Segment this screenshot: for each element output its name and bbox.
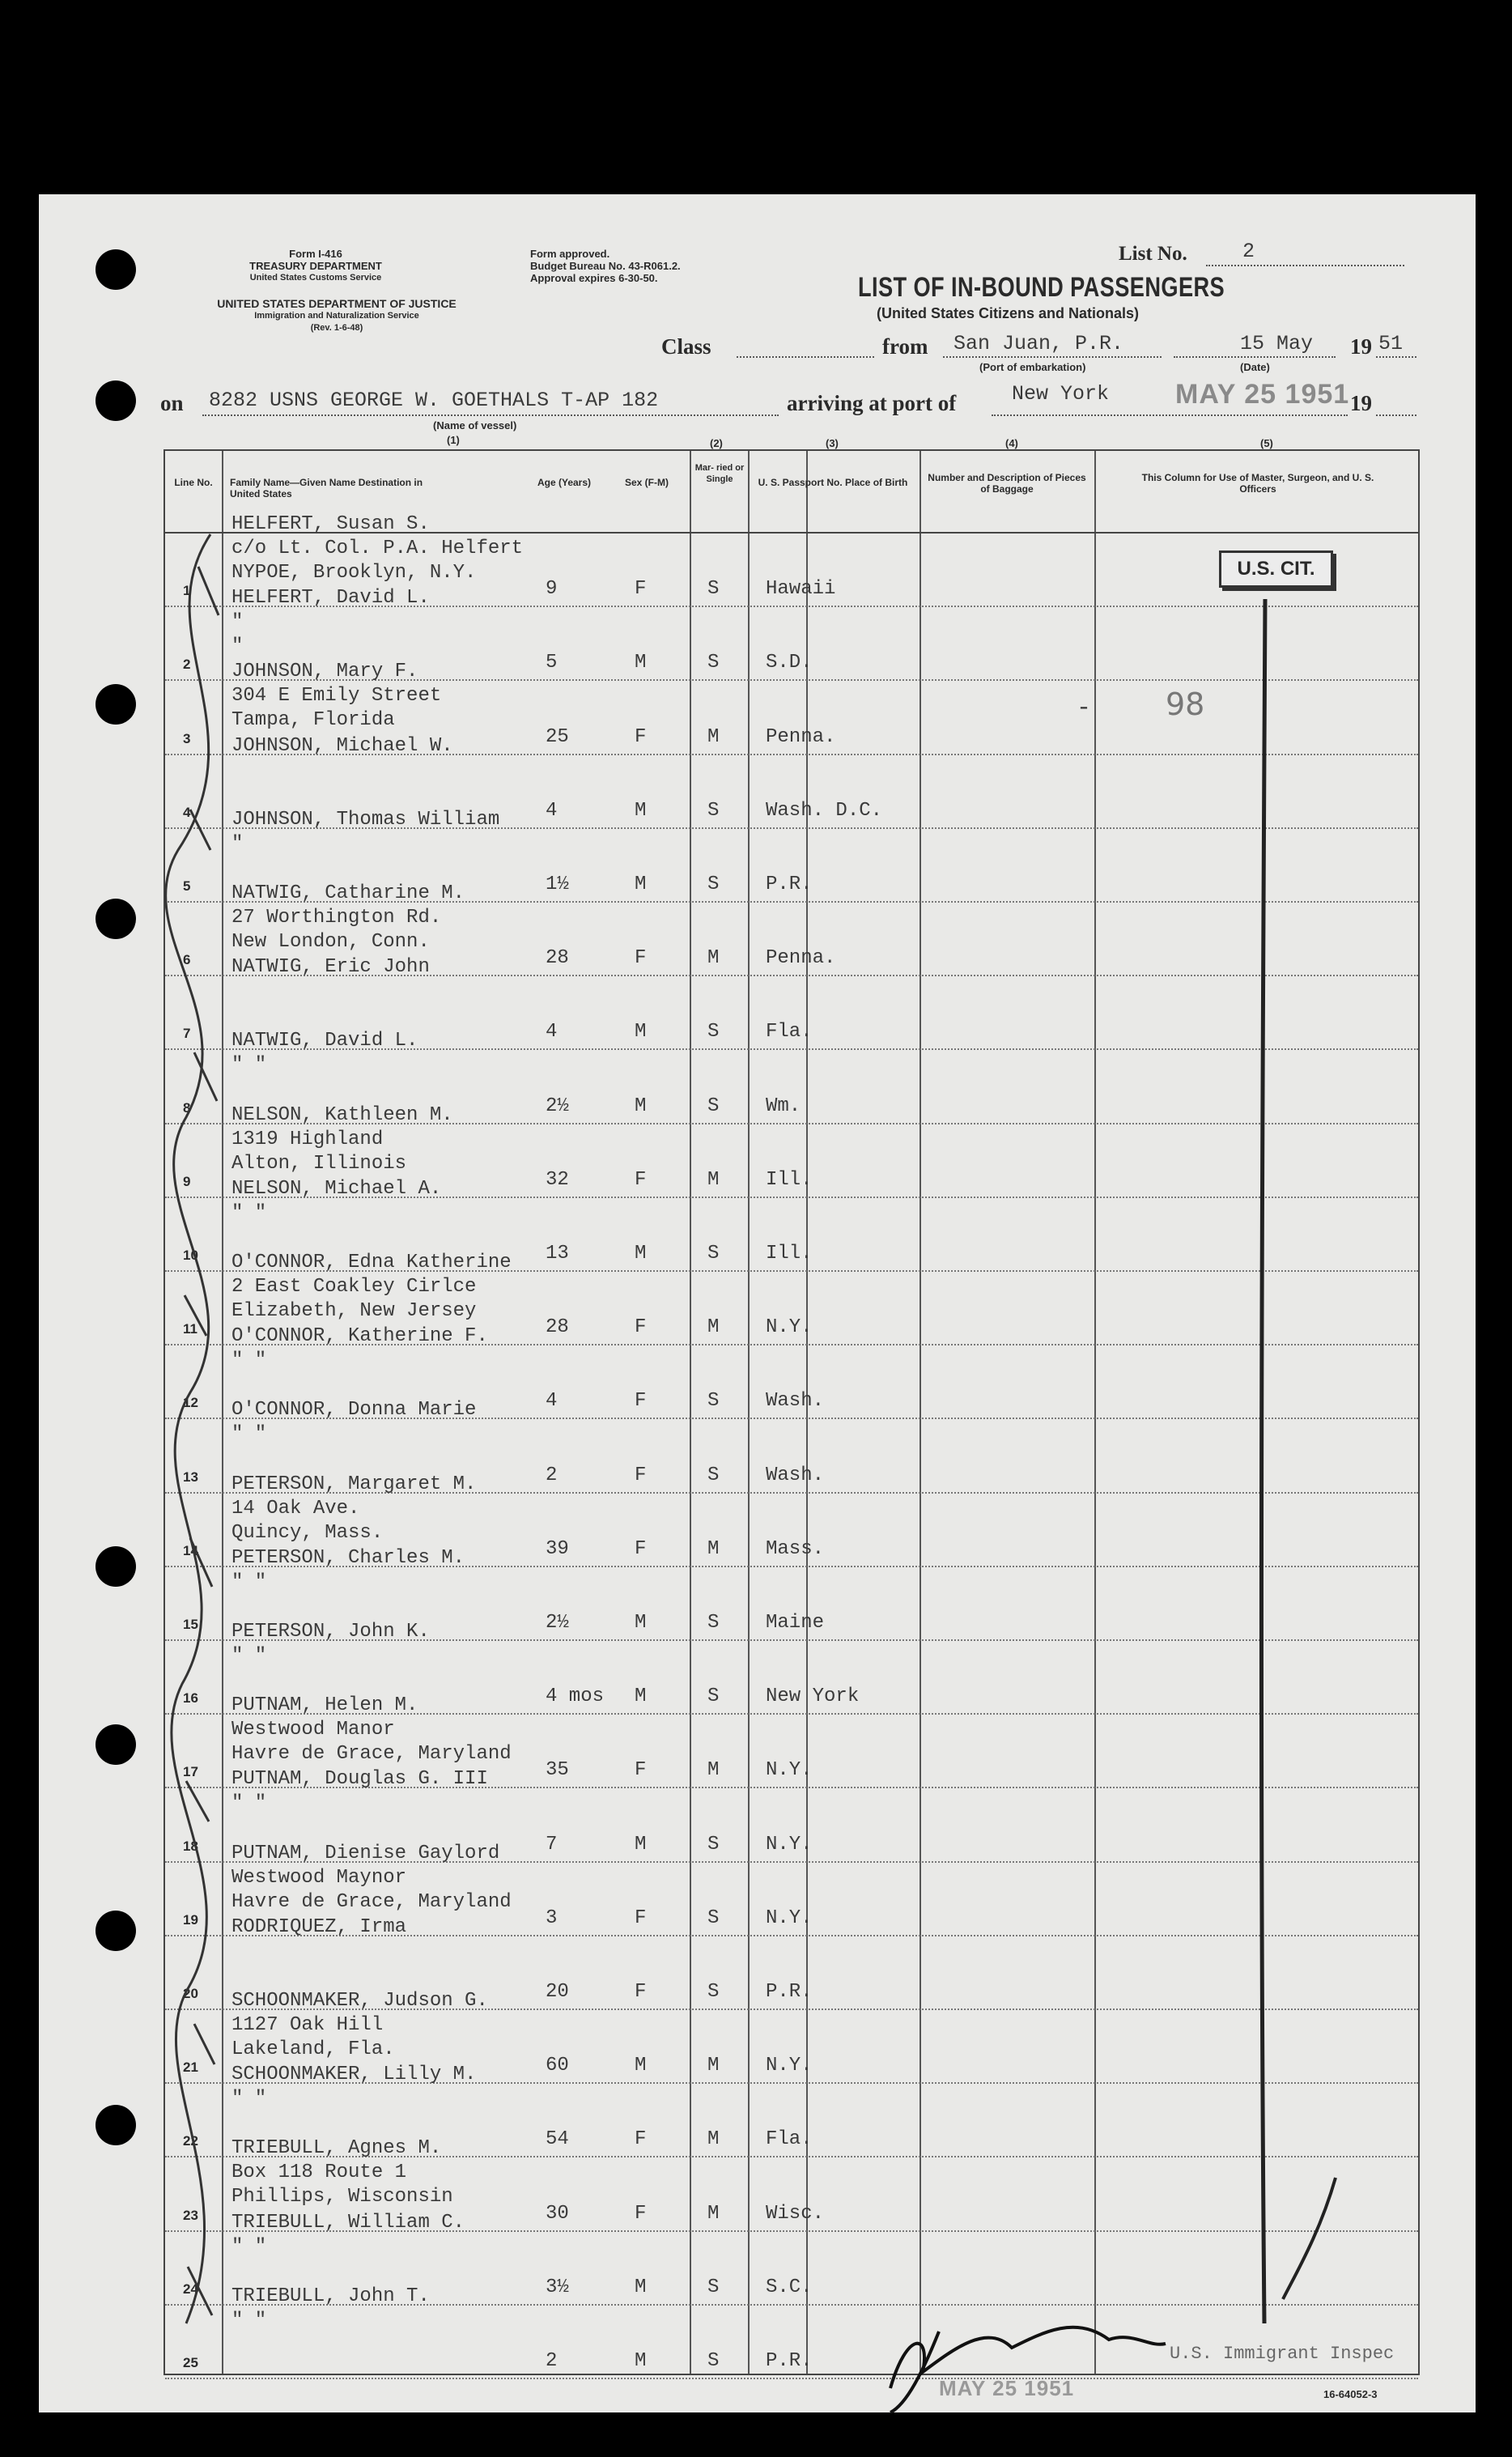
- destination-line: Elizabeth, New Jersey: [231, 1300, 477, 1322]
- sex-cell: F: [635, 1980, 647, 2003]
- ins-title: Immigration and Naturalization Service: [254, 311, 419, 321]
- destination-line: " ": [231, 1054, 267, 1077]
- destination-line: New London, Conn.: [231, 931, 430, 953]
- birthplace-cell: N.Y.: [766, 1907, 813, 1929]
- destination-line: NYPOE, Brooklyn, N.Y.: [231, 562, 477, 584]
- age-cell: 4: [546, 1390, 558, 1413]
- passenger-name: HELFERT, David L.: [231, 587, 430, 610]
- marital-cell: S: [707, 1095, 720, 1117]
- class-label: Class: [661, 334, 711, 359]
- destination-line: Westwood Maynor: [231, 1866, 407, 1889]
- line-number: 2: [183, 657, 191, 673]
- birthplace-cell: Penna.: [766, 725, 836, 748]
- destination-line: 1319 Highland: [231, 1128, 384, 1150]
- marital-cell: M: [707, 725, 720, 748]
- sex-cell: F: [635, 1168, 647, 1191]
- line-number: 20: [183, 1985, 198, 2001]
- line-number: 6: [183, 952, 191, 968]
- birthplace-cell: N.Y.: [766, 1759, 813, 1782]
- birthplace-cell: Fla.: [766, 2128, 813, 2151]
- birthplace-cell: N.Y.: [766, 1833, 813, 1856]
- on-label: on: [160, 391, 184, 415]
- marital-cell: S: [707, 1390, 720, 1413]
- date-value: 15 May: [1240, 332, 1314, 355]
- page-title: LIST OF IN-BOUND PASSENGERS: [858, 272, 1225, 303]
- passenger-name: TRIEBULL, John T.: [231, 2285, 430, 2307]
- from-value: San Juan, P.R.: [953, 332, 1124, 355]
- destination-line: " ": [231, 2235, 267, 2258]
- sex-cell: F: [635, 947, 647, 970]
- line-number: 5: [183, 878, 191, 894]
- col-number-3: (3): [826, 437, 839, 449]
- age-cell: 9: [546, 578, 558, 601]
- age-cell: 13: [546, 1242, 569, 1265]
- age-cell: 54: [546, 2128, 569, 2151]
- sex-cell: M: [635, 1611, 647, 1634]
- destination-line: 1127 Oak Hill: [231, 2014, 384, 2036]
- destination-line: Phillips, Wisconsin: [231, 2186, 453, 2208]
- age-cell: 7: [546, 1833, 558, 1856]
- sex-cell: F: [635, 2128, 647, 2151]
- sex-cell: M: [635, 2349, 647, 2372]
- col-number-2: (2): [710, 437, 723, 449]
- sex-cell: M: [635, 799, 647, 822]
- line-number: 24: [183, 2281, 198, 2297]
- line-number: 8: [183, 1099, 191, 1116]
- passenger-name: PETERSON, Margaret M.: [231, 1473, 477, 1495]
- birthplace-cell: Fla.: [766, 1021, 813, 1044]
- age-cell: 30: [546, 2202, 569, 2225]
- col-officers: This Column for Use of Master, Surgeon, and U. S. Officers: [1141, 472, 1374, 495]
- marital-cell: S: [707, 2349, 720, 2372]
- age-cell: 4: [546, 799, 558, 822]
- passenger-name: NELSON, Kathleen M.: [231, 1103, 453, 1126]
- officer-number: 98: [1166, 687, 1205, 722]
- line-number: 16: [183, 1690, 198, 1707]
- passenger-name: TRIEBULL, Agnes M.: [231, 2137, 442, 2160]
- sex-cell: M: [635, 873, 647, 895]
- sex-cell: F: [635, 725, 647, 748]
- passenger-name: NATWIG, David L.: [231, 1030, 418, 1052]
- marital-cell: S: [707, 1242, 720, 1265]
- service: United States Customs Service: [249, 273, 382, 283]
- destination-line: " ": [231, 2088, 267, 2111]
- marital-cell: M: [707, 1537, 720, 1560]
- inspector-title: U.S. Immigrant Inspec: [1170, 2344, 1395, 2364]
- bottom-date-stamp: MAY 25 1951: [939, 2376, 1075, 2400]
- col-age: Age (Years): [537, 477, 592, 488]
- sex-cell: F: [635, 1759, 647, 1782]
- line-number: 25: [183, 2354, 198, 2370]
- passenger-name: SCHOONMAKER, Lilly M.: [231, 2064, 477, 2086]
- birthplace-cell: Wisc.: [766, 2202, 825, 2225]
- destination-line: ": [231, 611, 244, 634]
- col-passport: U. S. Passport No. Place of Birth: [758, 477, 908, 488]
- line-number: 18: [183, 1838, 198, 1854]
- passenger-name: NATWIG, Eric John: [231, 956, 430, 979]
- destination-line: " ": [231, 1645, 267, 1667]
- line-number: 21: [183, 2060, 198, 2076]
- revision: (Rev. 1-6-48): [310, 323, 363, 333]
- sex-cell: M: [635, 1095, 647, 1117]
- destination-line: Havre de Grace, Maryland: [231, 1890, 512, 1913]
- passenger-name: PUTNAM, Helen M.: [231, 1694, 418, 1717]
- line-number: 3: [183, 730, 191, 746]
- marital-cell: S: [707, 2276, 720, 2298]
- destination-line: 27 Worthington Rd.: [231, 907, 442, 929]
- passenger-name: HELFERT, Susan S.: [231, 513, 430, 535]
- col-sex: Sex (F-M): [625, 477, 669, 488]
- age-cell: 2: [546, 1464, 558, 1486]
- passenger-name: O'CONNOR, Katherine F.: [231, 1325, 488, 1348]
- marital-cell: M: [707, 1316, 720, 1339]
- sex-cell: M: [635, 1833, 647, 1856]
- sex-cell: M: [635, 1242, 647, 1265]
- passenger-name: O'CONNOR, Donna Marie: [231, 1399, 477, 1422]
- birthplace-cell: Wm.: [766, 1095, 801, 1117]
- birthplace-cell: Wash.: [766, 1390, 825, 1413]
- age-cell: 2½: [546, 1095, 569, 1117]
- passenger-name: RODRIQUEZ, Irma: [231, 1915, 407, 1938]
- marital-cell: S: [707, 799, 720, 822]
- destination-line: Westwood Manor: [231, 1719, 395, 1741]
- line-number: 12: [183, 1395, 198, 1411]
- approval-line: Budget Bureau No. 43-R061.2.: [530, 260, 681, 272]
- destination-line: ": [231, 636, 244, 658]
- birthplace-cell: P.R.: [766, 2349, 813, 2372]
- arrival-port: New York: [1012, 382, 1110, 406]
- line-number: 4: [183, 804, 191, 820]
- line-number: 14: [183, 1542, 198, 1558]
- form-number: Form I-416: [289, 248, 342, 260]
- marital-cell: S: [707, 1611, 720, 1634]
- age-cell: 25: [546, 725, 569, 748]
- passenger-name: JOHNSON, Mary F.: [231, 661, 418, 683]
- destination-line: " ": [231, 1201, 267, 1224]
- line-number: 9: [183, 1173, 191, 1189]
- passenger-name: TRIEBULL, William C.: [231, 2211, 465, 2234]
- marital-cell: S: [707, 1833, 720, 1856]
- destination-line: Havre de Grace, Maryland: [231, 1743, 512, 1766]
- age-cell: 32: [546, 1168, 569, 1191]
- line-number: 23: [183, 2207, 198, 2223]
- sex-cell: M: [635, 2276, 647, 2298]
- marital-cell: S: [707, 873, 720, 895]
- doj-title: UNITED STATES DEPARTMENT OF JUSTICE: [217, 297, 457, 310]
- passenger-name: NELSON, Michael A.: [231, 1177, 442, 1200]
- age-cell: 60: [546, 2055, 569, 2077]
- sex-cell: M: [635, 1685, 647, 1708]
- birthplace-cell: N.Y.: [766, 2055, 813, 2077]
- destination-line: Quincy, Mass.: [231, 1521, 384, 1544]
- list-no-label: List No.: [1119, 243, 1187, 265]
- destination-line: 304 E Emily Street: [231, 685, 442, 708]
- page-subtitle: (United States Citizens and Nationals): [877, 305, 1140, 321]
- department: TREASURY DEPARTMENT: [249, 260, 382, 272]
- line-number: 19: [183, 1911, 198, 1928]
- birthplace-cell: Ill.: [766, 1168, 813, 1191]
- marital-cell: M: [707, 2202, 720, 2225]
- marital-cell: S: [707, 1464, 720, 1486]
- marital-cell: S: [707, 578, 720, 601]
- birthplace-cell: Maine: [766, 1611, 825, 1634]
- sex-cell: F: [635, 1537, 647, 1560]
- line-number: 13: [183, 1469, 198, 1485]
- destination-line: " ": [231, 1571, 267, 1593]
- birthplace-cell: Wash.: [766, 1464, 825, 1486]
- col-line-no: Line No.: [174, 477, 213, 488]
- line-number: 10: [183, 1247, 198, 1263]
- date-caption: (Date): [1240, 361, 1270, 373]
- birthplace-cell: P.R.: [766, 873, 813, 895]
- line-number: 15: [183, 1616, 198, 1632]
- col-name: Family Name—Given Name Destination in United States: [230, 477, 423, 499]
- sex-cell: F: [635, 1907, 647, 1929]
- birthplace-cell: N.Y.: [766, 1316, 813, 1339]
- line-number: 1: [183, 583, 191, 599]
- marital-cell: S: [707, 1907, 720, 1929]
- marital-cell: M: [707, 947, 720, 970]
- marital-cell: M: [707, 1759, 720, 1782]
- age-cell: 3: [546, 1907, 558, 1929]
- age-cell: 4: [546, 1021, 558, 1044]
- col-number-4: (4): [1005, 437, 1018, 449]
- vessel-col-number: (1): [447, 434, 460, 446]
- destination-line: " ": [231, 1792, 267, 1815]
- sex-cell: M: [635, 652, 647, 674]
- approval-line: Form approved.: [530, 248, 610, 260]
- sex-cell: M: [635, 2055, 647, 2077]
- approval-line: Approval expires 6-30-50.: [530, 272, 658, 284]
- birthplace-cell: Wash. D.C.: [766, 799, 883, 822]
- year-prefix: 19: [1350, 334, 1372, 359]
- line-number: 7: [183, 1026, 191, 1042]
- age-cell: 39: [546, 1537, 569, 1560]
- destination-line: 2 East Coakley Cirlce: [231, 1276, 477, 1298]
- passenger-name: PETERSON, John K.: [231, 1621, 430, 1643]
- destination-line: " ": [231, 2309, 267, 2332]
- marital-cell: M: [707, 2128, 720, 2151]
- sex-cell: F: [635, 2202, 647, 2225]
- citizen-stamp: U.S. CIT.: [1219, 550, 1333, 588]
- sex-cell: F: [635, 1464, 647, 1486]
- destination-line: Lakeland, Fla.: [231, 2038, 395, 2060]
- passenger-name: JOHNSON, Michael W.: [231, 734, 453, 757]
- form-code: 16-64052-3: [1323, 2388, 1378, 2400]
- col-married: Mar- ried or Single: [694, 463, 745, 484]
- sex-cell: F: [635, 1316, 647, 1339]
- passenger-name: NATWIG, Catharine M.: [231, 882, 465, 904]
- birthplace-cell: New York: [766, 1685, 860, 1708]
- arriving-label: arriving at port of: [787, 391, 957, 415]
- passenger-name: PETERSON, Charles M.: [231, 1546, 465, 1569]
- marital-cell: S: [707, 1685, 720, 1708]
- marital-cell: S: [707, 1980, 720, 2003]
- passenger-name: PUTNAM, Douglas G. III: [231, 1768, 488, 1791]
- destination-line: ": [231, 832, 244, 855]
- passenger-name: JOHNSON, Thomas William: [231, 808, 500, 831]
- birthplace-cell: Ill.: [766, 1242, 813, 1265]
- age-cell: 1½: [546, 873, 569, 895]
- passenger-name: SCHOONMAKER, Judson G.: [231, 1990, 488, 2012]
- from-label: from: [882, 334, 928, 359]
- birthplace-cell: S.C.: [766, 2276, 813, 2298]
- destination-line: " ": [231, 1350, 267, 1372]
- list-no-value: 2: [1242, 240, 1255, 263]
- sex-cell: F: [635, 578, 647, 601]
- destination-line: c/o Lt. Col. P.A. Helfert: [231, 538, 524, 559]
- age-cell: 3½: [546, 2276, 569, 2298]
- year-value: 51: [1378, 332, 1404, 355]
- age-cell: 20: [546, 1980, 569, 2003]
- arrival-date-stamp: MAY 25 1951: [1175, 379, 1350, 410]
- marital-cell: S: [707, 652, 720, 674]
- marital-cell: M: [707, 1168, 720, 1191]
- destination-line: Box 118 Route 1: [231, 2162, 407, 2184]
- birthplace-cell: P.R.: [766, 1980, 813, 2003]
- passenger-name: O'CONNOR, Edna Katherine: [231, 1252, 512, 1273]
- birthplace-cell: Hawaii: [766, 578, 836, 601]
- sex-cell: M: [635, 1021, 647, 1044]
- age-cell: 4 mos: [546, 1685, 605, 1708]
- birthplace-cell: Mass.: [766, 1537, 825, 1560]
- destination-line: Tampa, Florida: [231, 709, 395, 732]
- age-cell: 2½: [546, 1611, 569, 1634]
- age-cell: 35: [546, 1759, 569, 1782]
- arrival-year-prefix: 19: [1350, 391, 1372, 415]
- vessel-caption: (Name of vessel): [433, 419, 517, 431]
- marital-cell: S: [707, 1021, 720, 1044]
- marital-cell: M: [707, 2055, 720, 2077]
- birthplace-cell: S.D.: [766, 652, 813, 674]
- line-number: 11: [183, 1321, 197, 1337]
- passenger-name: PUTNAM, Dienise Gaylord: [231, 1842, 500, 1864]
- col-number-5: (5): [1260, 437, 1273, 449]
- sex-cell: F: [635, 1390, 647, 1413]
- baggage-mark: -: [1077, 695, 1092, 722]
- destination-line: " ": [231, 1423, 267, 1446]
- destination-line: Alton, Illinois: [231, 1152, 407, 1175]
- age-cell: 2: [546, 2349, 558, 2372]
- port-caption: (Port of embarkation): [979, 361, 1086, 373]
- vessel-name: 8282 USNS GEORGE W. GOETHALS T-AP 182: [209, 389, 659, 412]
- age-cell: 28: [546, 947, 569, 970]
- line-number: 22: [183, 2133, 198, 2149]
- age-cell: 28: [546, 1316, 569, 1339]
- birthplace-cell: Penna.: [766, 947, 836, 970]
- line-number: 17: [183, 1764, 198, 1780]
- destination-line: 14 Oak Ave.: [231, 1497, 360, 1520]
- col-baggage: Number and Description of Pieces of Baggage: [928, 472, 1086, 495]
- age-cell: 5: [546, 652, 558, 674]
